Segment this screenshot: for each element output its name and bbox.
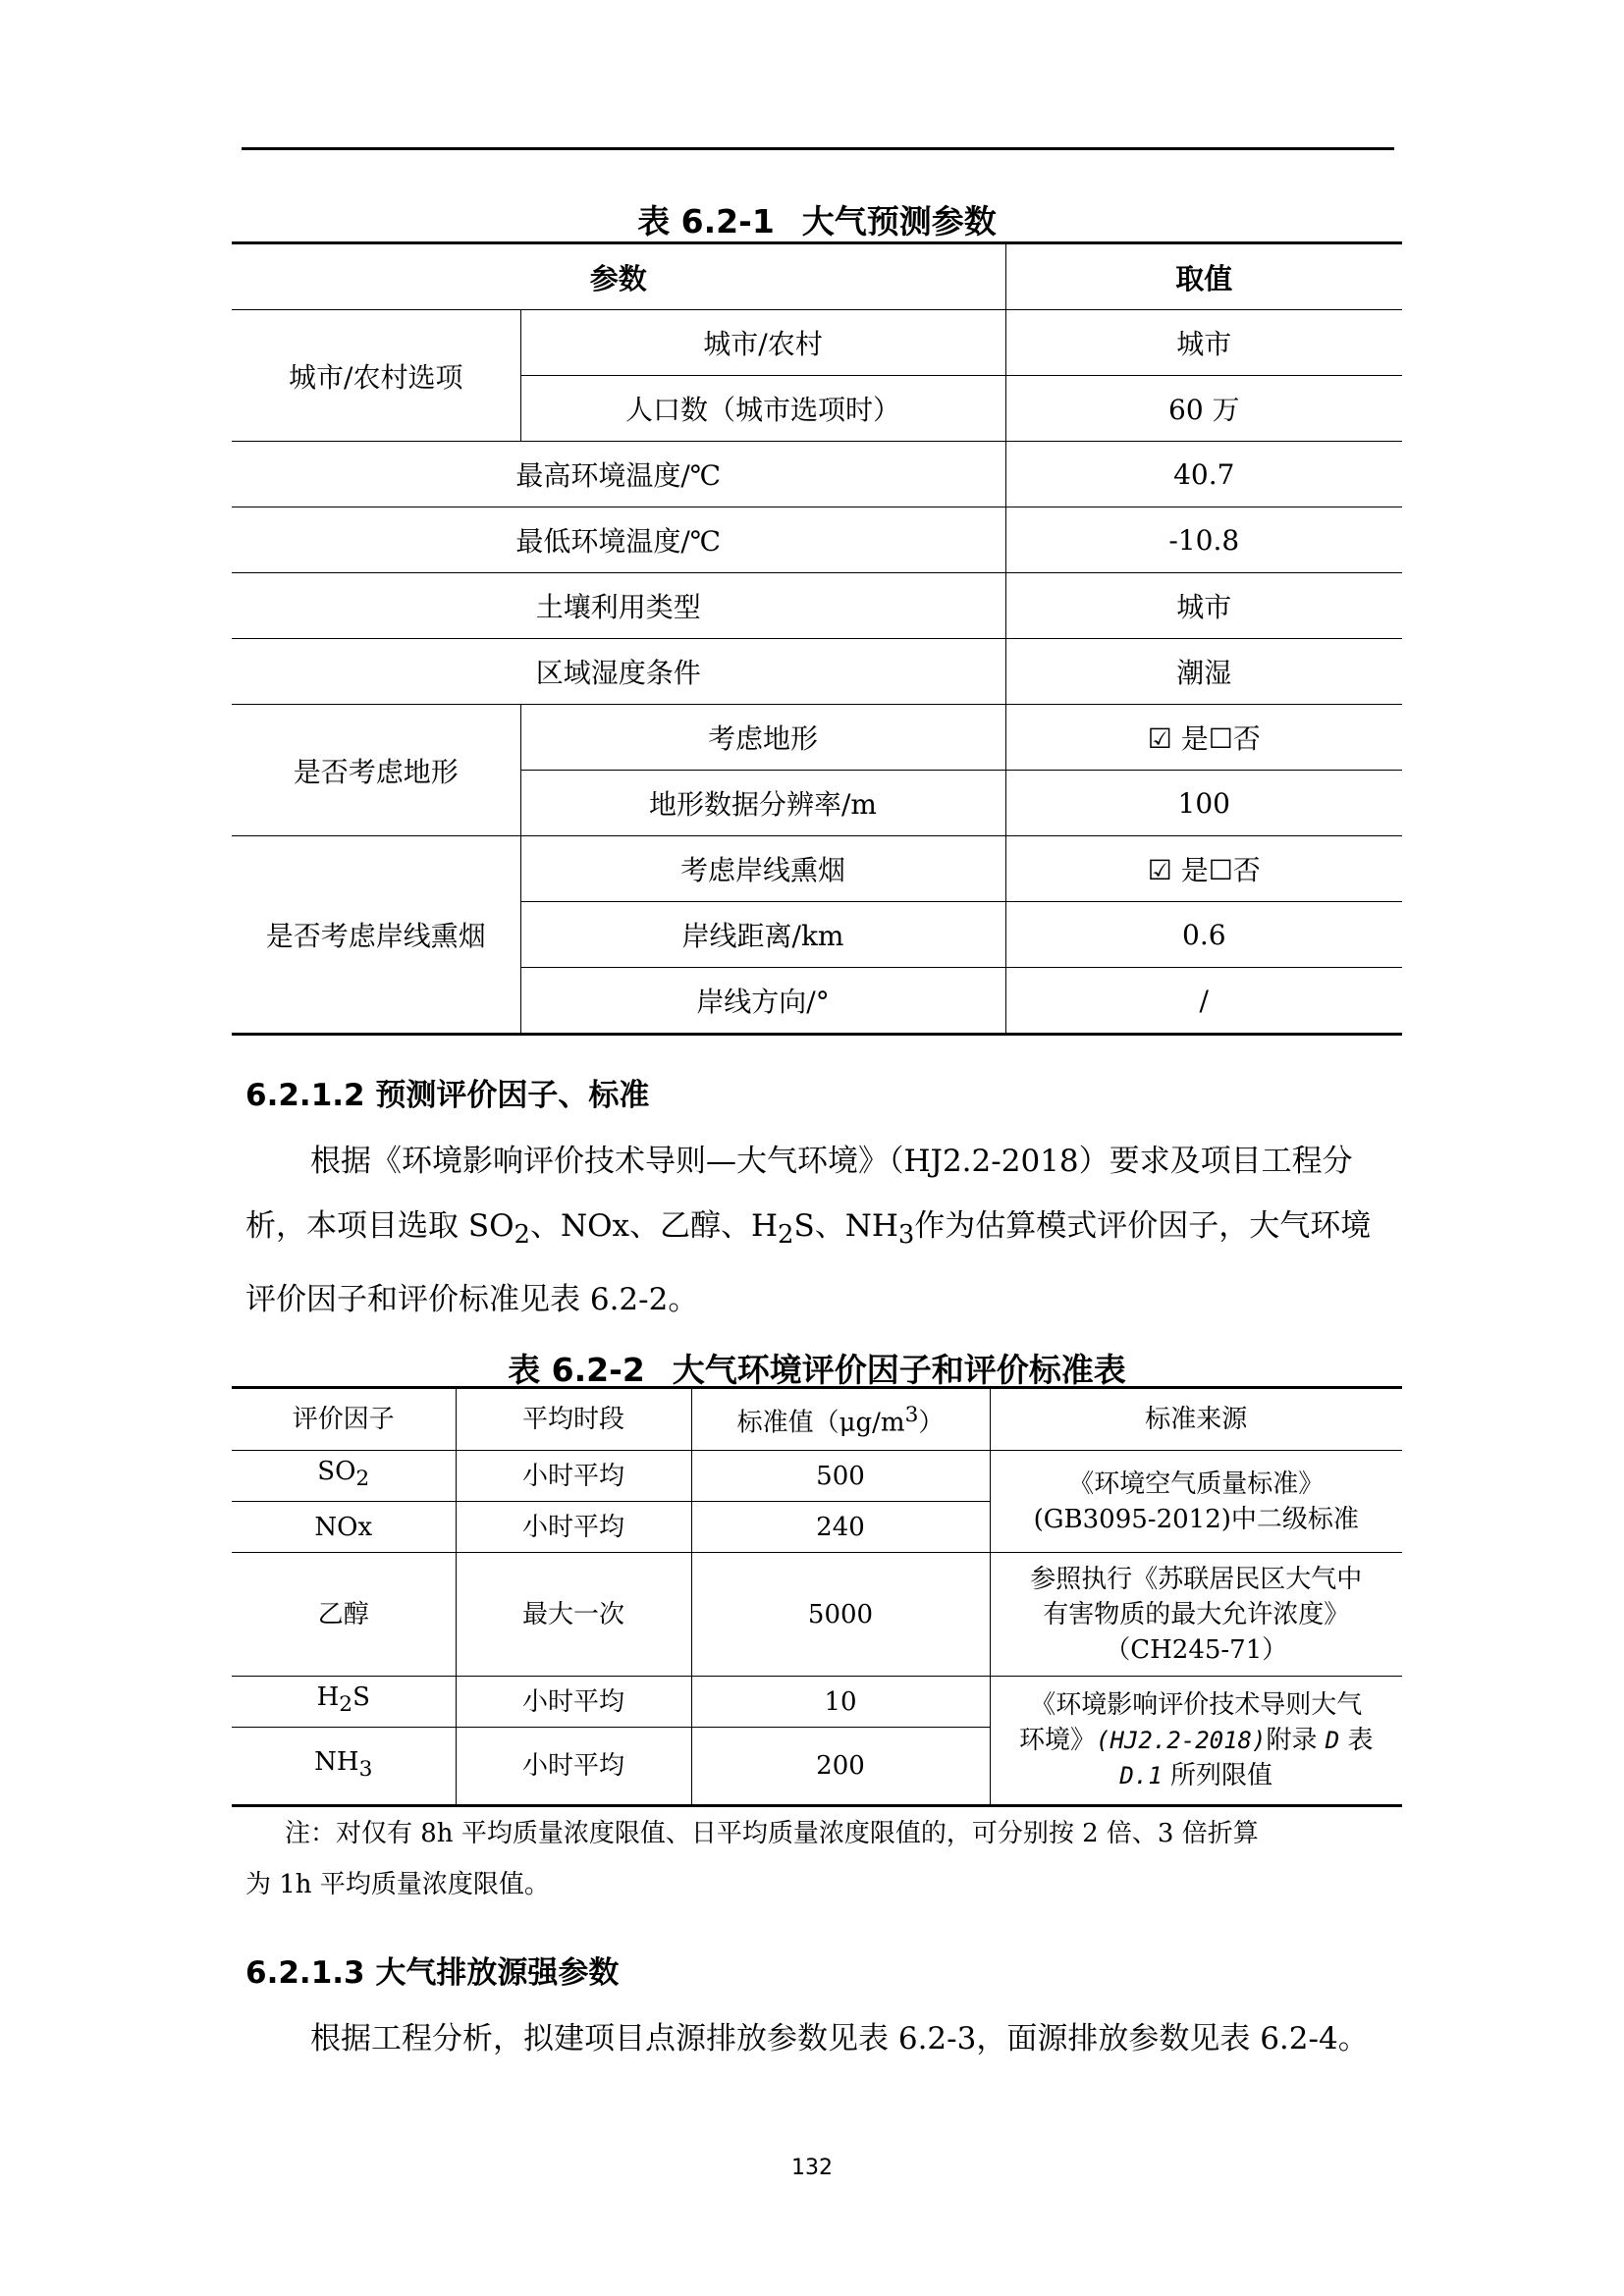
table-row (232, 442, 1402, 507)
header-period: 平均时段 (456, 1388, 691, 1451)
table2-note: 注：对仅有 8h 平均质量浓度限值、日平均质量浓度限值的，可分别按 2 倍、3 倍折算 为 1h 平均质量浓度限值。 (245, 1819, 1259, 1899)
factor-h2s: $H_2S$ (232, 1677, 456, 1728)
table-row (232, 310, 1402, 376)
cell-label: 岸线距离/km (520, 902, 1005, 968)
factor-nox: NOx (232, 1502, 456, 1553)
table-row (232, 573, 1402, 639)
terrain-checkbox-value: ☑ 是☐否 (1005, 705, 1402, 771)
urban-group-label: 城市/农村选项 (232, 310, 520, 442)
cell-label: 岸线方向/° (520, 968, 1005, 1035)
factor-nh3: $NH_3$ (232, 1728, 456, 1806)
factor-ethanol: 乙醇 (232, 1553, 456, 1677)
table-row (232, 507, 1402, 573)
table-row (232, 1451, 1402, 1502)
source-cell: 《环境影响评价技术导则大气 环境》(HJ2.2-2018)附录 D 表 D.1 所列限值 (990, 1677, 1402, 1806)
header-param: 参数 (232, 243, 1005, 310)
page-header-rule (242, 147, 1394, 150)
value-cell: 500 (691, 1451, 990, 1502)
table-row (232, 1677, 1402, 1728)
table-row (232, 705, 1402, 771)
value-cell: 5000 (691, 1553, 990, 1677)
table1-caption: 表 6.2-1 大气预测参数 (637, 202, 997, 240)
value-cell: 240 (691, 1502, 990, 1553)
shoreline-group-label: 是否考虑岸线熏烟 (232, 836, 520, 1035)
period-cell: 小时平均 (456, 1728, 691, 1806)
cell-value: 100 (1005, 771, 1402, 836)
cell-value: 潮湿 (1005, 639, 1402, 705)
cell-label: 最低环境温度/℃ (232, 507, 1005, 573)
cell-label: 地形数据分辨率/m (520, 771, 1005, 836)
atmospheric-prediction-parameters-table (232, 241, 1402, 1036)
table-header-row (232, 243, 1402, 310)
value-cell: 10 (691, 1677, 990, 1728)
section-heading-6212: 6.2.1.2 预测评价因子、标准 (245, 1078, 650, 1113)
section-6212-paragraph: 根据《环境影响评价技术导则—大气环境》（HJ2.2-2018）要求及项目工程分析，本项目选取 $SO_2$、NOx、乙醇、$H_2S$、$NH_3$作为估算模式评价因子，大气环境评价因子和评价标准见表 6.2-2。 (245, 1144, 1372, 1318)
table-row (232, 1553, 1402, 1677)
source-cell: 《环境空气质量标准》 (GB3095-2012)中二级标准 (990, 1451, 1402, 1553)
section-6213-paragraph: 根据工程分析，拟建项目点源排放参数见表 6.2-3，面源排放参数见表 6.2-4。 (310, 2021, 1369, 2056)
evaluation-factor-standard-table (232, 1386, 1402, 1807)
cell-label: 区域湿度条件 (232, 639, 1005, 705)
period-cell: 小时平均 (456, 1451, 691, 1502)
cell-value: 40.7 (1005, 442, 1402, 507)
table-header-row (232, 1388, 1402, 1451)
period-cell: 小时平均 (456, 1502, 691, 1553)
cell-value: / (1005, 968, 1402, 1035)
cell-value: 城市 (1005, 310, 1402, 376)
header-source: 标准来源 (990, 1388, 1402, 1451)
cell-label: 人口数（城市选项时） (520, 376, 1005, 442)
factor-so2: $SO_2$ (232, 1451, 456, 1502)
period-cell: 小时平均 (456, 1677, 691, 1728)
table-row (232, 639, 1402, 705)
table-row (232, 836, 1402, 902)
cell-label: 考虑地形 (520, 705, 1005, 771)
page-number: 132 (791, 2156, 833, 2180)
header-factor: 评价因子 (232, 1388, 456, 1451)
cell-value: 60 万 (1005, 376, 1402, 442)
period-cell: 最大一次 (456, 1553, 691, 1677)
header-value: 取值 (1005, 243, 1402, 310)
header-standard-value: 标准值$(\mu g/m^3)$ (691, 1388, 990, 1451)
cell-label: 城市/农村 (520, 310, 1005, 376)
cell-value: 0.6 (1005, 902, 1402, 968)
source-cell: 参照执行《苏联居民区大气中 有害物质的最大允许浓度》 （CH245-71） (990, 1553, 1402, 1677)
shoreline-checkbox-value: ☑ 是☐否 (1005, 836, 1402, 902)
cell-label: 土壤利用类型 (232, 573, 1005, 639)
section-heading-6213: 6.2.1.3 大气排放源强参数 (245, 1955, 620, 1991)
cell-label: 考虑岸线熏烟 (520, 836, 1005, 902)
cell-label: 最高环境温度/℃ (232, 442, 1005, 507)
cell-value: -10.8 (1005, 507, 1402, 573)
terrain-group-label: 是否考虑地形 (232, 705, 520, 836)
cell-value: 城市 (1005, 573, 1402, 639)
table2-caption: 表 6.2-2 大气环境评价因子和评价标准表 (508, 1351, 1126, 1389)
value-cell: 200 (691, 1728, 990, 1806)
